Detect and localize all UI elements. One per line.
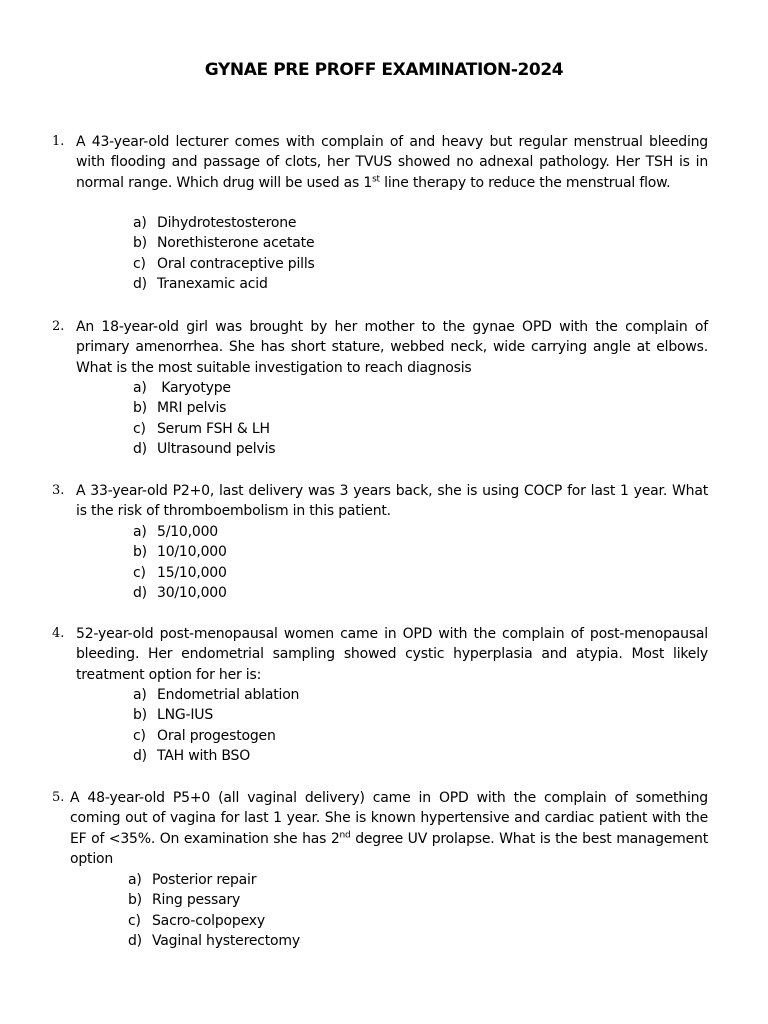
- option-letter: a): [133, 687, 147, 703]
- option-letter: b): [133, 544, 147, 561]
- option-letter: a): [128, 872, 142, 888]
- question-text: [76, 481, 708, 522]
- question-text: [76, 317, 708, 378]
- option-d[interactable]: [133, 439, 275, 459]
- question-text-part: degree UV prolapse. What is the best management option: [70, 830, 708, 868]
- superscript: st: [372, 174, 380, 185]
- option-text: 30/10,000: [157, 585, 227, 602]
- option-letter: c): [128, 912, 141, 929]
- option-letter: a): [133, 215, 147, 231]
- question-number: 2.: [52, 319, 65, 334]
- option-text: Posterior repair: [152, 872, 257, 888]
- option-b[interactable]: [133, 542, 227, 562]
- option-d[interactable]: [128, 931, 300, 951]
- option-text: 15/10,000: [157, 564, 227, 581]
- option-c[interactable]: [128, 911, 300, 931]
- option-text: Karyotype: [157, 380, 231, 396]
- option-c[interactable]: [133, 254, 315, 274]
- question-text: [76, 132, 708, 193]
- option-text: Sacro-colpopexy: [152, 912, 265, 929]
- option-text: Ring pessary: [152, 892, 241, 909]
- option-text: Dihydrotestosterone: [157, 215, 297, 231]
- option-b[interactable]: [133, 705, 299, 725]
- option-letter: d): [133, 748, 147, 765]
- option-letter: c): [133, 255, 146, 272]
- option-a[interactable]: [133, 522, 227, 542]
- option-text: Ultrasound pelvis: [157, 441, 276, 458]
- option-d[interactable]: [133, 583, 227, 603]
- option-text: Serum FSH & LH: [157, 420, 270, 437]
- option-text: Oral progestogen: [157, 727, 276, 744]
- option-c[interactable]: [133, 563, 227, 583]
- option-letter: c): [133, 727, 146, 744]
- question-number: 1.: [52, 134, 65, 149]
- question-text-part: An 18-year-old girl was brought by her mother to the gynae OPD with the complain of primary amenorrhea. She has short stature, webbed neck, wide carrying angle at elbows. What is the most suitable investigation to reach diagnosis: [76, 319, 708, 376]
- option-text: Vaginal hysterectomy: [152, 933, 300, 950]
- option-letter: d): [133, 276, 147, 293]
- option-text: MRI pelvis: [157, 400, 227, 417]
- option-letter: d): [133, 441, 147, 458]
- option-list: [128, 870, 300, 952]
- option-text: 5/10,000: [157, 524, 219, 540]
- question-text-part: A 48-year-old P5+0 (all vaginal delivery) came in OPD with the complain of something coming out of vagina for last 1 year. She is known hypertensive and cardiac patient with the EF of <35%. On examination she has 2: [70, 790, 708, 847]
- option-letter: b): [133, 707, 147, 724]
- option-text: Endometrial ablation: [157, 687, 300, 703]
- question-text: [76, 624, 708, 685]
- option-list: [133, 685, 299, 767]
- option-a[interactable]: [133, 378, 275, 398]
- question-text-part: A 33-year-old P2+0, last delivery was 3 years back, she is using COCP for last 1 year. What is the risk of thromboembolism in this patient.: [76, 483, 708, 520]
- option-letter: a): [133, 380, 147, 396]
- option-list: [133, 378, 275, 460]
- option-b[interactable]: [133, 398, 275, 418]
- option-text: LNG-IUS: [157, 707, 214, 724]
- option-d[interactable]: [133, 746, 299, 766]
- option-letter: d): [133, 585, 147, 602]
- option-text: 10/10,000: [157, 544, 227, 561]
- option-b[interactable]: [133, 233, 315, 253]
- option-a[interactable]: [133, 685, 299, 705]
- question-number: 4.: [52, 626, 65, 641]
- option-list: [133, 522, 227, 604]
- option-letter: c): [133, 420, 146, 437]
- option-b[interactable]: [128, 890, 300, 910]
- option-a[interactable]: [128, 870, 300, 890]
- option-letter: d): [128, 933, 142, 950]
- option-c[interactable]: [133, 419, 275, 439]
- option-letter: b): [128, 892, 142, 909]
- superscript: nd: [339, 830, 351, 841]
- option-text: Oral contraceptive pills: [157, 255, 315, 272]
- option-text: TAH with BSO: [157, 748, 251, 765]
- option-list: [133, 213, 315, 295]
- question-text-part: 52-year-old post-menopausal women came in OPD with the complain of post-menopausal bleeding. Her endometrial sampling showed cystic hyperplasia and atypia. Most likely treatment option for her is:: [76, 626, 708, 683]
- option-letter: b): [133, 400, 147, 417]
- question-text-part: line therapy to reduce the menstrual flow.: [379, 174, 671, 191]
- question-text-part: A 43-year-old lecturer comes with complain of and heavy but regular menstrual bleeding with flooding and passage of clots, her TVUS showed no adnexal pathology. Her TSH is in normal range. Which drug will be used as 1: [76, 134, 708, 191]
- option-text: Tranexamic acid: [157, 276, 268, 293]
- option-letter: c): [133, 564, 146, 581]
- option-a[interactable]: [133, 213, 315, 233]
- option-letter: b): [133, 235, 147, 252]
- option-c[interactable]: [133, 726, 299, 746]
- question-number: 3.: [52, 483, 65, 498]
- question-text: [70, 788, 708, 870]
- option-d[interactable]: [133, 274, 315, 294]
- option-letter: a): [133, 524, 147, 540]
- page-title: GYNAE PRE PROFF EXAMINATION-2024: [204, 60, 564, 80]
- option-text: Norethisterone acetate: [157, 235, 315, 252]
- question-number: 5.: [52, 790, 65, 805]
